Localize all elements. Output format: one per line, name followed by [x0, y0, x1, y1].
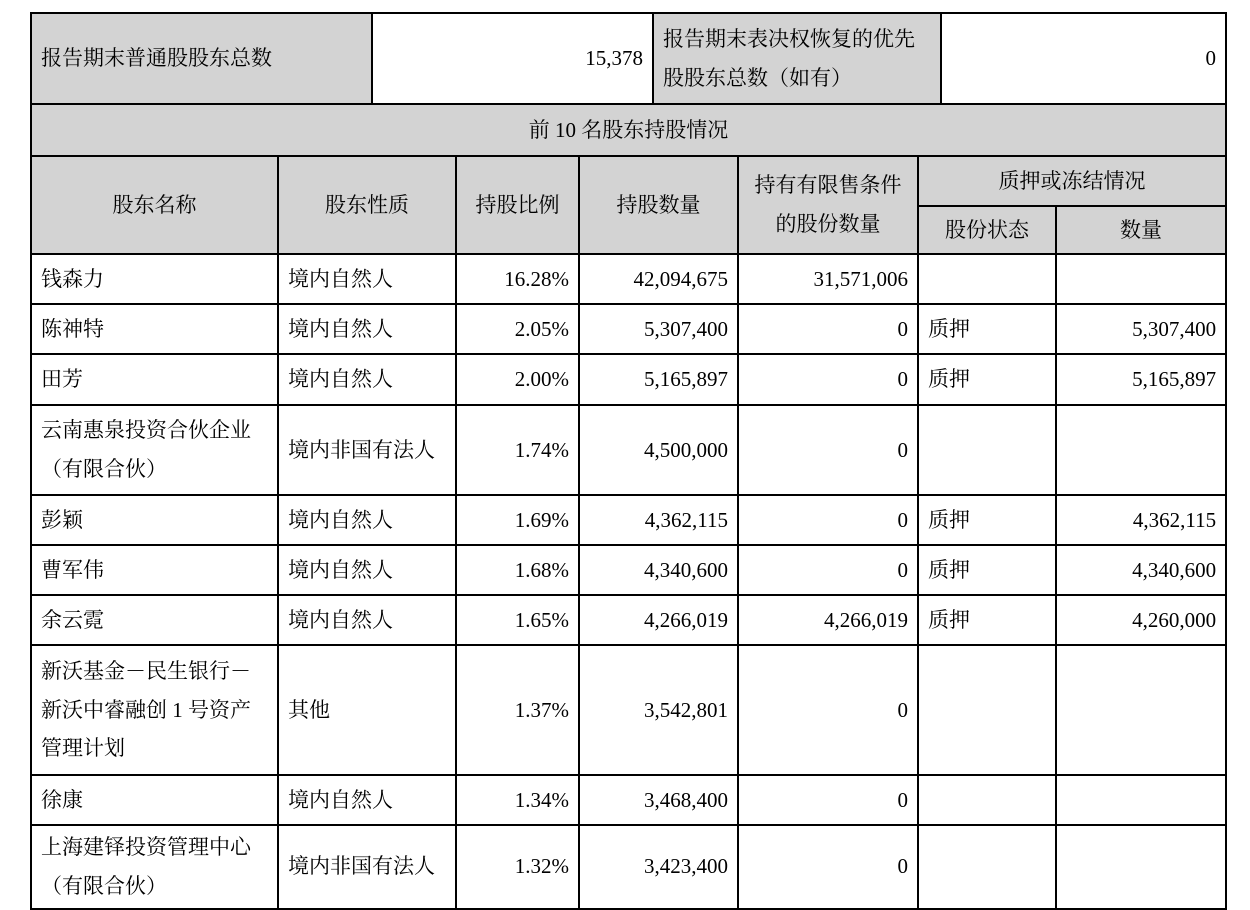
cell-shares-held: 3,423,400	[579, 825, 738, 909]
cell-shareholder-nature: 境内自然人	[278, 495, 456, 545]
cell-pledge-status: 质押	[918, 495, 1056, 545]
header-pledge-status: 股份状态	[918, 206, 1056, 254]
cell-pledge-quantity	[1056, 645, 1226, 775]
cell-shares-held: 42,094,675	[579, 254, 738, 304]
cell-restricted-shares: 0	[738, 304, 918, 354]
cell-pledge-status	[918, 645, 1056, 775]
cell-shares-held: 4,362,115	[579, 495, 738, 545]
cell-pledge-quantity: 5,307,400	[1056, 304, 1226, 354]
shareholder-summary-table	[30, 12, 1227, 105]
cell-shareholder-nature: 境内自然人	[278, 254, 456, 304]
cell-shares-held: 4,500,000	[579, 405, 738, 495]
cell-holding-ratio: 1.32%	[456, 825, 579, 909]
cell-pledge-quantity: 4,340,600	[1056, 545, 1226, 595]
cell-shares-held: 3,468,400	[579, 775, 738, 825]
cell-shareholder-name: 曹军伟	[31, 545, 278, 595]
cell-shareholder-nature: 境内非国有法人	[278, 825, 456, 909]
cell-pledge-status: 质押	[918, 304, 1056, 354]
cell-shareholder-nature: 境内自然人	[278, 545, 456, 595]
cell-pledge-status: 质押	[918, 595, 1056, 645]
table-row	[31, 545, 1226, 595]
table-row	[31, 595, 1226, 645]
header-shareholder-nature: 股东性质	[278, 156, 456, 254]
cell-holding-ratio: 1.69%	[456, 495, 579, 545]
cell-restricted-shares: 31,571,006	[738, 254, 918, 304]
cell-pledge-quantity: 5,165,897	[1056, 354, 1226, 405]
cell-pledge-quantity	[1056, 825, 1226, 909]
cell-pledge-status	[918, 405, 1056, 495]
cell-shareholder-nature: 境内自然人	[278, 775, 456, 825]
header-restricted-shares: 持有有限售条件的股份数量	[738, 156, 918, 254]
cell-restricted-shares: 0	[738, 545, 918, 595]
table-row	[31, 354, 1226, 405]
cell-pledge-status	[918, 825, 1056, 909]
cell-pledge-quantity: 4,362,115	[1056, 495, 1226, 545]
cell-holding-ratio: 1.74%	[456, 405, 579, 495]
table-row	[31, 254, 1226, 304]
cell-shareholder-nature: 境内非国有法人	[278, 405, 456, 495]
cell-pledge-quantity	[1056, 405, 1226, 495]
cell-pledge-quantity	[1056, 254, 1226, 304]
table-row	[31, 304, 1226, 354]
table-row	[31, 775, 1226, 825]
cell-restricted-shares: 0	[738, 354, 918, 405]
cell-holding-ratio: 2.00%	[456, 354, 579, 405]
cell-pledge-status: 质押	[918, 545, 1056, 595]
cell-shareholder-name: 彭颖	[31, 495, 278, 545]
cell-holding-ratio: 1.37%	[456, 645, 579, 775]
top10-shareholders-table	[30, 103, 1227, 910]
cell-shares-held: 3,542,801	[579, 645, 738, 775]
cell-holding-ratio: 1.34%	[456, 775, 579, 825]
section-title-row	[31, 104, 1226, 156]
cell-restricted-shares: 0	[738, 405, 918, 495]
cell-pledge-status	[918, 254, 1056, 304]
section-title: 前 10 名股东持股情况	[31, 104, 1226, 156]
cell-holding-ratio: 1.65%	[456, 595, 579, 645]
table-row	[31, 825, 1226, 909]
header-pledge-quantity: 数量	[1056, 206, 1226, 254]
cell-restricted-shares: 0	[738, 775, 918, 825]
cell-pledge-quantity: 4,260,000	[1056, 595, 1226, 645]
cell-restricted-shares: 0	[738, 645, 918, 775]
preferred-holders-value-cell: 0	[941, 13, 1226, 104]
table-row	[31, 405, 1226, 495]
cell-shares-held: 4,266,019	[579, 595, 738, 645]
cell-restricted-shares: 0	[738, 825, 918, 909]
cell-shareholder-name: 余云霓	[31, 595, 278, 645]
cell-shareholder-name: 田芳	[31, 354, 278, 405]
cell-shareholder-nature: 境内自然人	[278, 595, 456, 645]
header-holding-ratio: 持股比例	[456, 156, 579, 254]
cell-restricted-shares: 4,266,019	[738, 595, 918, 645]
cell-holding-ratio: 2.05%	[456, 304, 579, 354]
common-holders-value-cell: 15,378	[372, 13, 653, 104]
cell-pledge-status	[918, 775, 1056, 825]
cell-shares-held: 5,165,897	[579, 354, 738, 405]
cell-shareholder-name: 徐康	[31, 775, 278, 825]
cell-shareholder-name: 云南惠泉投资合伙企业（有限合伙）	[31, 405, 278, 495]
preferred-holders-label-cell: 报告期末表决权恢复的优先股股东总数（如有）	[653, 13, 941, 104]
cell-shares-held: 5,307,400	[579, 304, 738, 354]
cell-shareholder-name: 上海建铎投资管理中心（有限合伙）	[31, 825, 278, 909]
cell-shareholder-name: 新沃基金－民生银行－新沃中睿融创 1 号资产管理计划	[31, 645, 278, 775]
cell-shareholder-name: 陈神特	[31, 304, 278, 354]
cell-holding-ratio: 1.68%	[456, 545, 579, 595]
summary-row	[31, 13, 1226, 104]
cell-restricted-shares: 0	[738, 495, 918, 545]
cell-shareholder-nature: 其他	[278, 645, 456, 775]
cell-shareholder-name: 钱森力	[31, 254, 278, 304]
cell-pledge-status: 质押	[918, 354, 1056, 405]
common-holders-label-cell: 报告期末普通股股东总数	[31, 13, 372, 104]
header-shares-held: 持股数量	[579, 156, 738, 254]
header-shareholder-name: 股东名称	[31, 156, 278, 254]
table-row	[31, 645, 1226, 775]
header-pledge-group: 质押或冻结情况	[918, 156, 1226, 206]
cell-pledge-quantity	[1056, 775, 1226, 825]
cell-shareholder-nature: 境内自然人	[278, 354, 456, 405]
table-row	[31, 495, 1226, 545]
cell-shareholder-nature: 境内自然人	[278, 304, 456, 354]
cell-shares-held: 4,340,600	[579, 545, 738, 595]
cell-holding-ratio: 16.28%	[456, 254, 579, 304]
header-row-1	[31, 156, 1226, 206]
